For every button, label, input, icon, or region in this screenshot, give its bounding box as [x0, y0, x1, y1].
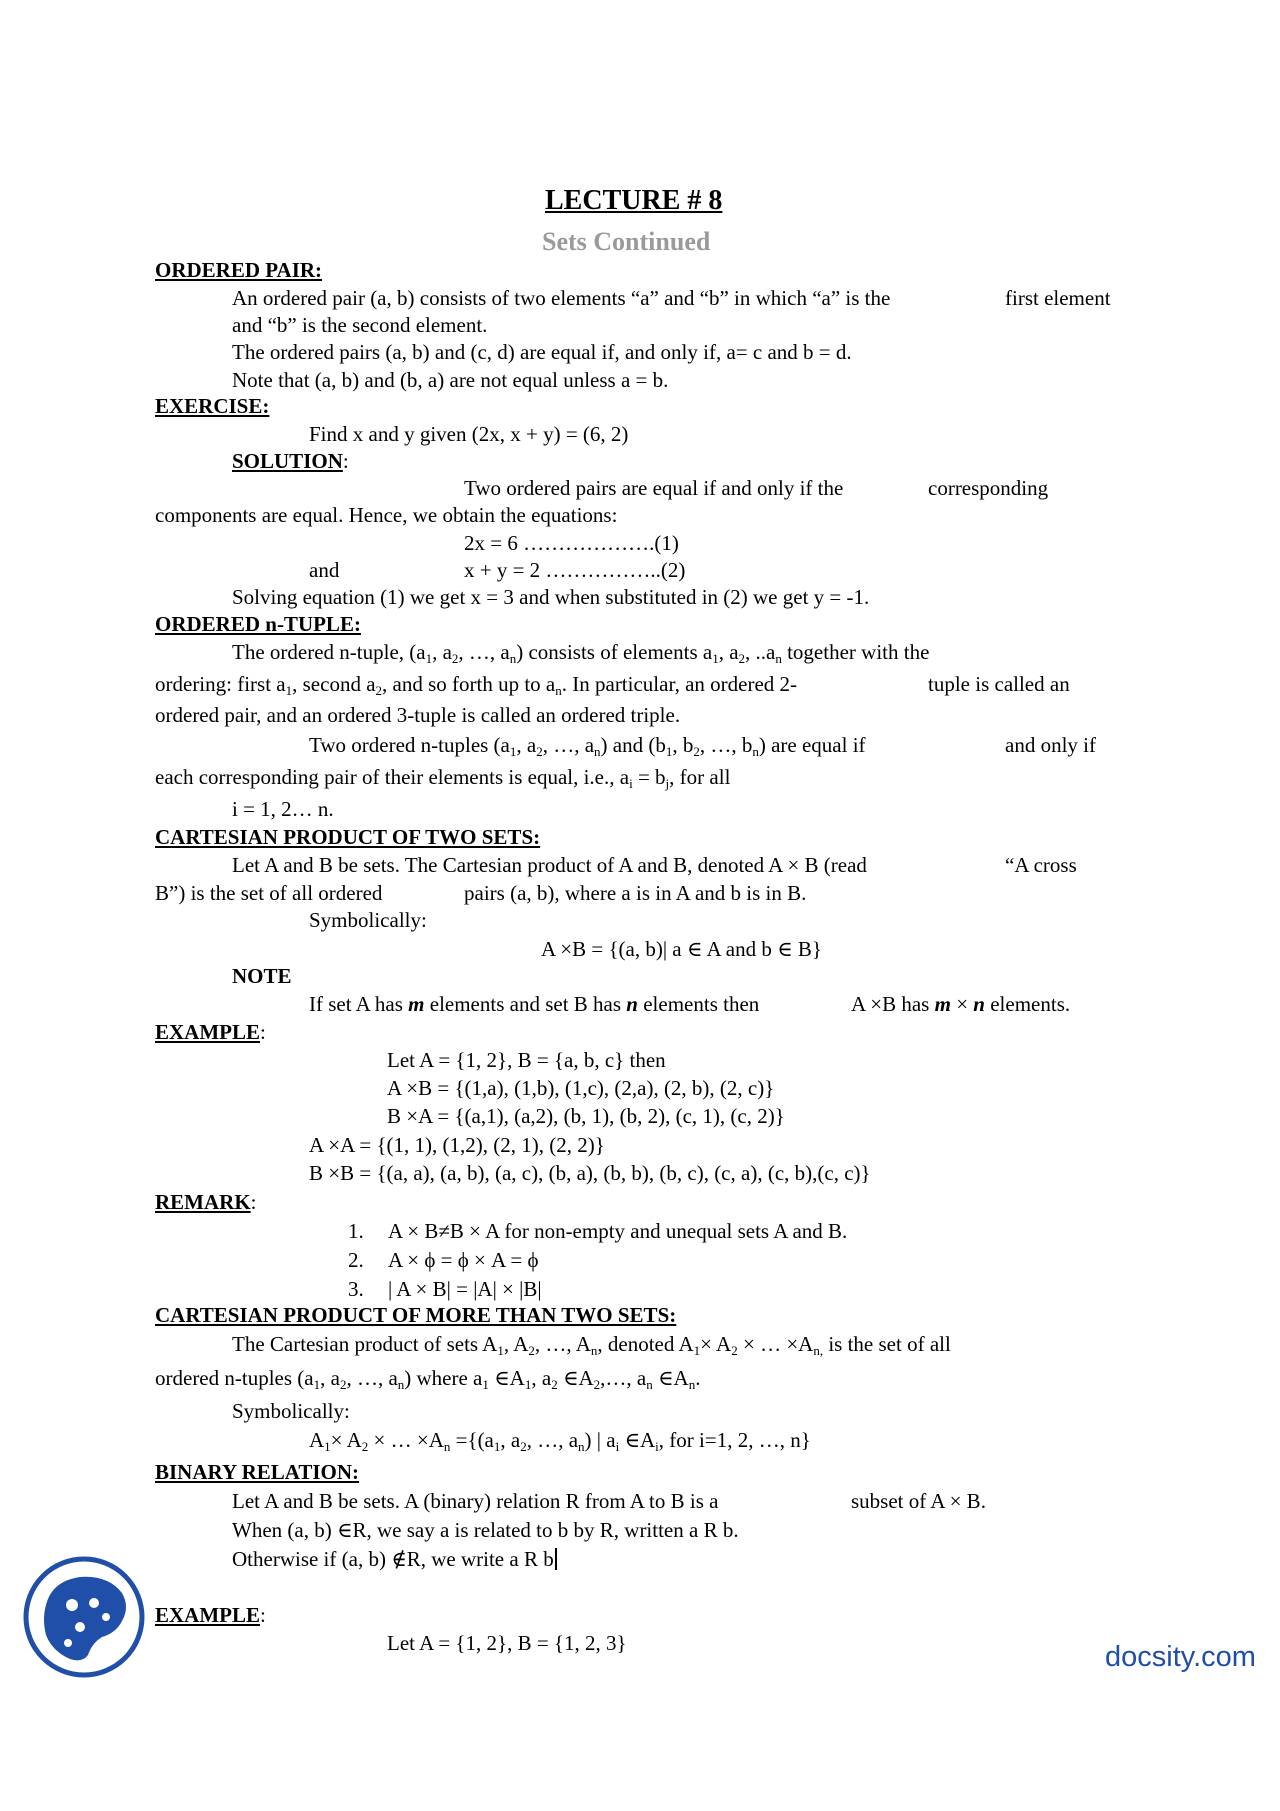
text-line: i = 1, 2… n. — [232, 797, 334, 821]
text-line: corresponding — [928, 476, 1049, 500]
text-fragment — [973, 992, 985, 1016]
text-fragment: elements then — [637, 992, 760, 1016]
text-fragment: 2. — [348, 1248, 364, 1272]
list-item — [348, 1248, 539, 1272]
text-fragment: n — [397, 1377, 405, 1392]
text-fragment: , A — [503, 1332, 529, 1356]
text-fragment: ∈A — [619, 1428, 656, 1452]
text-fragment: n — [688, 1377, 696, 1392]
text-fragment: × — [950, 992, 974, 1016]
text-fragment — [626, 992, 638, 1016]
text-line — [232, 1332, 951, 1356]
text-fragment: 2 — [593, 1377, 601, 1392]
text-fragment: . — [695, 1366, 701, 1390]
text-line: Let A and B be sets. A (binary) relation R from A to B is a — [232, 1489, 719, 1513]
text-fragment: n, — [813, 1343, 824, 1358]
heading-cartesian-two: CARTESIAN PRODUCT OF TWO SETS: — [155, 825, 541, 849]
text-line: Let A and B be sets. The Cartesian product of A and B, denoted A × B (read — [232, 853, 867, 877]
text-fragment: 1 — [493, 1439, 501, 1454]
text-fragment: , denoted A — [597, 1332, 694, 1356]
text-line: When (a, b) ∈R, we say a is related to b by R, written a R b. — [232, 1518, 739, 1542]
text-line — [155, 1366, 700, 1390]
equation-1: 2x = 6 ……………….(1) — [464, 531, 679, 555]
text-line: B ×B = {(a, a), (a, b), (a, c), (b, a), (b, b), (b, c), (c, a), (c, b),(c, c)} — [309, 1161, 871, 1185]
text-fragment: is the set of all — [823, 1332, 951, 1356]
text-line: pairs (a, b), where a is in A and b is in B. — [464, 881, 807, 905]
text-line: The ordered pairs (a, b) and (c, d) are equal if, and only if, a= c and b = d. — [232, 340, 852, 364]
text-fragment: × A — [700, 1332, 732, 1356]
text-line — [309, 733, 866, 757]
text-fragment: ={(a — [450, 1428, 494, 1452]
text-fragment: i — [655, 1439, 659, 1454]
text-fragment: ,…, a — [600, 1366, 647, 1390]
text-fragment: 1. — [348, 1219, 364, 1243]
text-fragment: . In particular, an ordered 2- — [561, 672, 798, 696]
text-fragment: | A × B| = |A| × |B| — [388, 1277, 542, 1301]
colon: : — [342, 449, 349, 473]
heading-example-2: EXAMPLE — [155, 1603, 260, 1627]
heading-example: EXAMPLE — [155, 1020, 260, 1044]
text-fragment: , …, b — [699, 733, 753, 757]
text-fragment: 1 — [482, 1377, 489, 1392]
colon: : — [250, 1190, 257, 1214]
text-fragment: 2 — [361, 1439, 369, 1454]
heading-cartesian-more: CARTESIAN PRODUCT OF MORE THAN TWO SETS: — [155, 1303, 677, 1327]
text-fragment: , a — [320, 1366, 340, 1390]
colon: : — [260, 1020, 266, 1044]
formula — [309, 1428, 811, 1452]
text-fragment: n — [555, 683, 562, 698]
text-fragment: 1 — [497, 1343, 504, 1358]
docsity-watermark[interactable]: docsity.com — [1105, 1641, 1256, 1673]
exercise-text: Find x and y given (2x, x + y) = (6, 2) — [309, 422, 629, 446]
text-fragment: 2 — [451, 651, 459, 666]
text-line: “A cross — [1005, 853, 1077, 877]
formula: A ×B = {(a, b)| a ∈ A and b ∈ B} — [541, 937, 822, 961]
text-fragment: 1 — [313, 1377, 321, 1392]
text-line — [232, 640, 929, 664]
text-fragment: n — [752, 744, 759, 759]
example-label — [155, 1020, 266, 1044]
text-fragment: m — [408, 992, 425, 1016]
text-fragment: 1 — [524, 1377, 532, 1392]
text-fragment: , a — [718, 640, 739, 664]
text-fragment: , for i=1, 2, …, n} — [658, 1428, 811, 1452]
text-fragment: × … ×A — [737, 1332, 814, 1356]
text-fragment: , b — [672, 733, 694, 757]
text-line — [155, 765, 730, 789]
heading-binary-relation: BINARY RELATION: — [155, 1460, 360, 1484]
text-fragment: n — [775, 651, 782, 666]
text-line: Symbolically: — [232, 1399, 350, 1423]
text-line: Solving equation (1) we get x = 3 and when substituted in (2) we get y = -1. — [232, 585, 870, 609]
text-fragment: ) are equal if — [758, 733, 866, 757]
solution-label — [232, 449, 349, 473]
text-fragment: i — [629, 776, 633, 791]
text-fragment: × … ×A — [368, 1428, 444, 1452]
text-fragment: elements. — [984, 992, 1071, 1016]
text-cursor — [555, 1548, 557, 1570]
text-fragment: m — [934, 992, 951, 1016]
text-fragment: 1 — [712, 651, 719, 666]
text-line: Note that (a, b) and (b, a) are not equal unless a = b. — [232, 368, 669, 392]
text-fragment: 1 — [425, 651, 433, 666]
note-text — [851, 992, 1070, 1016]
text-fragment: ∈A — [488, 1366, 525, 1390]
text-fragment: The ordered n-tuple, (a — [232, 640, 426, 664]
text-fragment: 2 — [339, 1377, 347, 1392]
text-fragment: n — [626, 992, 638, 1016]
text-line: components are equal. Hence, we obtain the equations: — [155, 503, 618, 527]
text-fragment: each corresponding pair of their elements is equal, i.e., a — [155, 765, 630, 789]
text-line: A ×B = {(1,a), (1,b), (1,c), (2,a), (2, b), (2, c)} — [387, 1076, 775, 1100]
text-fragment: , and so forth up to a — [382, 672, 556, 696]
text-fragment: 1 — [693, 1343, 701, 1358]
text-fragment: A × B≠B × A for non-empty and unequal sets A and B. — [388, 1219, 848, 1243]
text-fragment: , …, a — [458, 640, 510, 664]
text-fragment: 1 — [285, 683, 293, 698]
text-fragment: = b — [632, 765, 666, 789]
text-fragment — [408, 992, 424, 1016]
heading-ordered-pair: ORDERED PAIR: — [155, 258, 323, 282]
text-fragment: , a — [500, 1428, 521, 1452]
remark-label — [155, 1190, 257, 1214]
text-fragment: If set A has — [309, 992, 409, 1016]
text-line: Let A = {1, 2}, B = {a, b, c} then — [387, 1048, 666, 1072]
text-fragment: A ×B has — [851, 992, 935, 1016]
example-label — [155, 1603, 266, 1627]
text-fragment: 1 — [324, 1439, 331, 1454]
text-fragment: , for all — [669, 765, 731, 789]
equation-2: x + y = 2 ……………..(2) — [464, 558, 686, 582]
text-fragment: ) where a — [404, 1366, 483, 1390]
text-fragment: n — [509, 651, 517, 666]
text-fragment: n — [590, 1343, 598, 1358]
text-fragment: 2 — [731, 1343, 738, 1358]
text-fragment: , …, a — [542, 733, 595, 757]
text-line: B”) is the set of all ordered — [155, 881, 383, 905]
text-fragment: 2 — [536, 744, 543, 759]
text-line: tuple is called an — [928, 672, 1070, 696]
not-related-text: Otherwise if (a, b) ∉R, we write a R b — [232, 1547, 554, 1571]
text-fragment: n — [443, 1439, 451, 1454]
text-fragment: ) and (b — [600, 733, 666, 757]
text-fragment: , a — [531, 1366, 552, 1390]
text-line: and “b” is the second element. — [232, 313, 488, 337]
text-fragment: ) | a — [584, 1428, 616, 1452]
text-fragment: The Cartesian product of sets A — [232, 1332, 498, 1356]
list-item — [348, 1219, 847, 1243]
text-fragment: × A — [330, 1428, 362, 1452]
text-line: A ×A = {(1, 1), (1,2), (2, 1), (2, 2)} — [309, 1133, 605, 1157]
text-line: first element — [1005, 286, 1111, 310]
page-title: LECTURE # 8 — [545, 185, 723, 216]
text-fragment: , …, a — [346, 1366, 398, 1390]
text-line: and only if — [1005, 733, 1096, 757]
text-fragment: 2 — [693, 744, 700, 759]
docsity-logo-icon — [22, 1555, 146, 1679]
text-fragment: , second a — [292, 672, 376, 696]
text-fragment: 1 — [509, 744, 517, 759]
text-fragment: n — [973, 992, 985, 1016]
text-line: Symbolically: — [309, 908, 427, 932]
text-fragment: ) consists of elements a — [516, 640, 713, 664]
note-label: NOTE — [232, 964, 292, 988]
text-fragment: together with the — [781, 640, 930, 664]
text-fragment: j — [665, 776, 670, 791]
note-text — [309, 992, 759, 1016]
text-line: ordered pair, and an ordered 3-tuple is called an ordered triple. — [155, 703, 681, 727]
text-and: and — [309, 558, 340, 582]
text-line — [155, 672, 797, 696]
heading-exercise: EXERCISE: — [155, 394, 270, 418]
text-fragment: , a — [516, 733, 537, 757]
solution-heading: SOLUTION — [232, 449, 343, 473]
text-line: An ordered pair (a, b) consists of two elements “a” and “b” in which “a” is the — [232, 286, 891, 310]
text-fragment: 1 — [665, 744, 673, 759]
colon: : — [260, 1603, 266, 1627]
text-fragment: , …, a — [526, 1428, 579, 1452]
text-fragment: n — [578, 1439, 585, 1454]
text-fragment: , a — [432, 640, 452, 664]
text-line: Two ordered pairs are equal if and only if the — [464, 476, 844, 500]
text-fragment: A — [309, 1428, 325, 1452]
text-fragment: i — [615, 1439, 620, 1454]
text-fragment — [935, 992, 951, 1016]
text-line — [232, 1547, 557, 1571]
text-fragment: ∈A — [652, 1366, 689, 1390]
text-fragment: ordered n-tuples (a — [155, 1366, 314, 1390]
text-fragment: n — [594, 744, 601, 759]
heading-ordered-n-tuple: ORDERED n-TUPLE: — [155, 612, 361, 636]
text-fragment: ordering: first a — [155, 672, 286, 696]
text-fragment: , ..a — [745, 640, 776, 664]
text-fragment: Two ordered n-tuples (a — [309, 733, 510, 757]
text-fragment: 2 — [551, 1377, 558, 1392]
text-fragment: elements and set B has — [424, 992, 627, 1016]
page-subtitle: Sets Continued — [542, 227, 711, 256]
text-fragment: 2 — [375, 683, 383, 698]
text-fragment: A × ϕ = ϕ × A = ϕ — [388, 1248, 539, 1272]
text-line: Let A = {1, 2}, B = {1, 2, 3} — [387, 1631, 627, 1655]
text-fragment: 3. — [348, 1277, 364, 1301]
text-fragment: , …, A — [534, 1332, 591, 1356]
heading-remark: REMARK — [155, 1190, 251, 1214]
text-line: B ×A = {(a,1), (a,2), (b, 1), (b, 2), (c, 1), (c, 2)} — [387, 1104, 785, 1128]
text-fragment: ∈A — [557, 1366, 594, 1390]
text-fragment: 2 — [520, 1439, 527, 1454]
text-line: subset of A × B. — [851, 1489, 986, 1513]
list-item — [348, 1277, 542, 1301]
text-fragment: n — [646, 1377, 653, 1392]
text-fragment: 2 — [738, 651, 746, 666]
text-fragment: 2 — [528, 1343, 535, 1358]
